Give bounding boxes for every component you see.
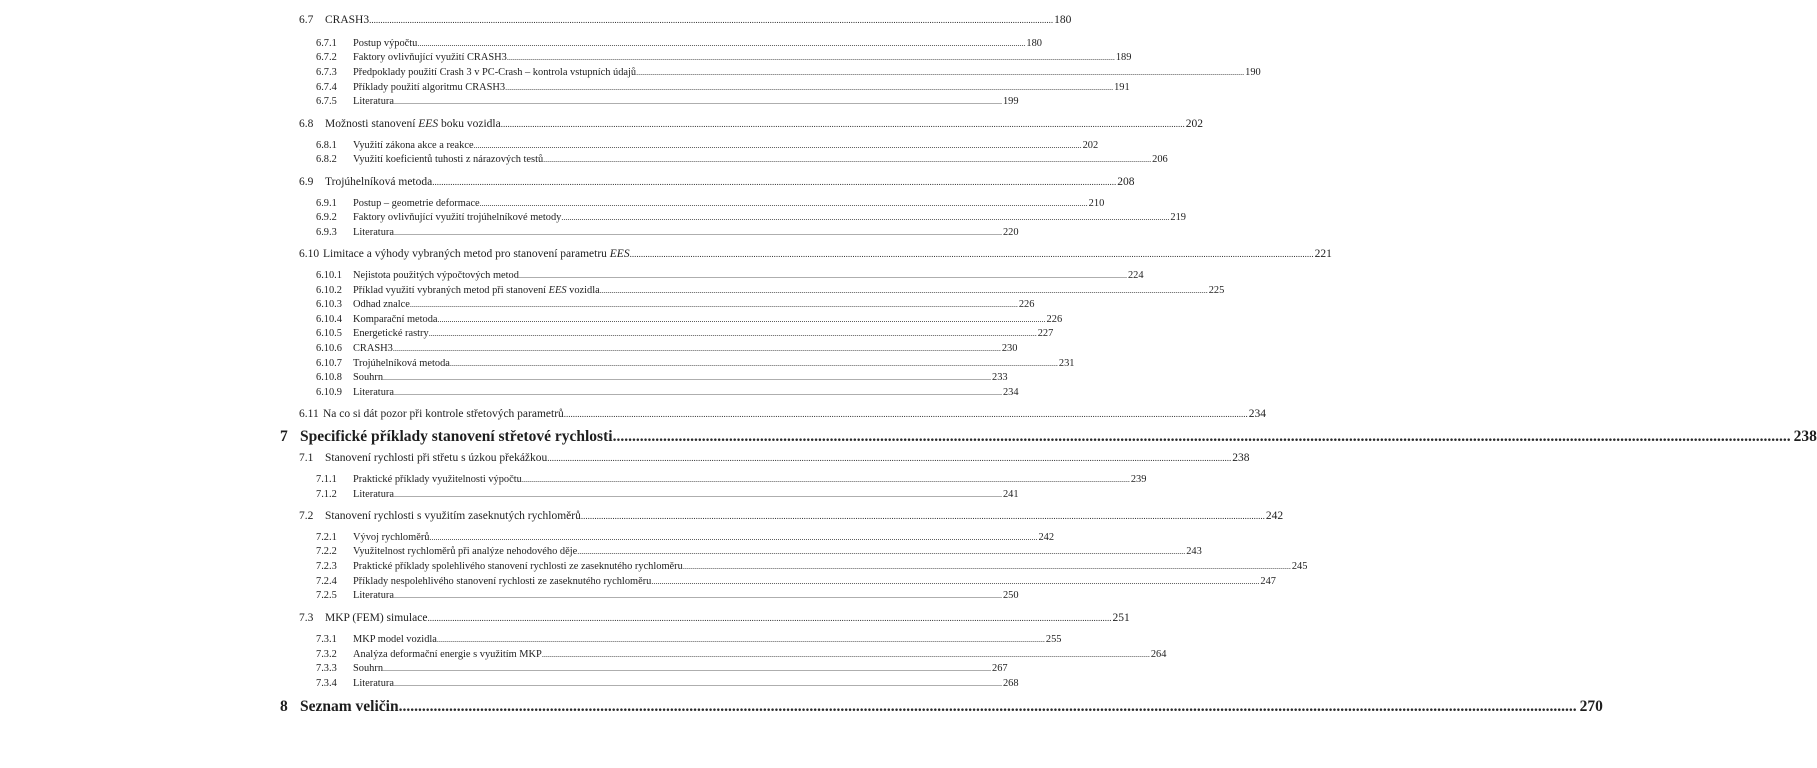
toc-title: Energetické rastry <box>353 328 429 339</box>
toc-leader-dots <box>522 475 1130 484</box>
toc-title: Literatura <box>353 678 394 689</box>
toc-section <box>299 510 1284 522</box>
toc-title: Trojúhelníková metoda <box>325 176 433 188</box>
toc-number: 6.8.2 <box>316 154 337 165</box>
toc-leader-dots <box>561 213 1169 222</box>
toc-subsection <box>316 546 1202 557</box>
toc-number: 6.10.5 <box>316 328 342 339</box>
toc-page-number: 191 <box>1114 82 1130 93</box>
toc-leader-dots <box>507 53 1115 62</box>
toc-number: 7.1.2 <box>316 489 337 500</box>
toc-subsection <box>316 343 1018 354</box>
toc-subsection <box>316 474 1147 485</box>
toc-number: 6.9.1 <box>316 198 337 209</box>
toc-number: 6.10.9 <box>316 387 342 398</box>
toc-page-number: 202 <box>1185 118 1203 130</box>
toc-title: Praktické příklady využitelnosti výpočtu <box>353 474 522 485</box>
toc-number: 7.2.5 <box>316 590 337 601</box>
toc-number: 7.3 <box>299 612 314 624</box>
toc-page-number: 238 <box>1232 452 1250 464</box>
toc-subsection <box>316 590 1019 601</box>
toc-leader-dots <box>383 664 991 673</box>
toc-title: MKP model vozidla <box>353 634 437 645</box>
toc-title: Limitace a výhody vybraných metod pro stanovení parametru EES <box>323 248 630 260</box>
toc-chapter <box>280 698 1603 716</box>
toc-leader-dots <box>394 388 1002 397</box>
toc-page-number: 268 <box>1002 678 1019 689</box>
toc-page-number: 224 <box>1127 270 1144 281</box>
toc-number: 7.3.3 <box>316 663 337 674</box>
toc-number: 7.3.4 <box>316 678 337 689</box>
toc-number: 6.7.4 <box>316 82 337 93</box>
toc-title: Literatura <box>353 489 394 500</box>
toc-title: Možnosti stanovení EES boku vozidla <box>325 118 501 130</box>
toc-page-number: 227 <box>1037 328 1054 339</box>
toc-number: 8 <box>280 698 288 715</box>
toc-title: Odhad znalce <box>353 299 410 310</box>
toc-page-number: 251 <box>1112 612 1130 624</box>
toc-subsection <box>316 299 1035 310</box>
toc-page-number: 180 <box>1054 14 1072 26</box>
toc-page-number: 241 <box>1002 489 1019 500</box>
toc-number: 7 <box>280 428 288 445</box>
toc-page-number: 247 <box>1260 576 1276 587</box>
toc-section <box>299 408 1267 420</box>
toc-leader-dots <box>394 490 1002 499</box>
toc-page-number: 206 <box>1152 154 1168 165</box>
toc-subsection <box>316 96 1019 107</box>
toc-subsection <box>316 678 1019 689</box>
toc-section <box>299 248 1332 260</box>
toc-leader-dots <box>613 428 1791 446</box>
toc-number: 7.2.2 <box>316 546 337 557</box>
toc-leader-dots <box>600 286 1208 295</box>
toc-subsection <box>316 372 1008 383</box>
toc-number: 6.9 <box>299 176 314 188</box>
toc-number: 6.10.7 <box>316 358 342 369</box>
toc-page-number: 208 <box>1117 176 1135 188</box>
toc-page-number: 239 <box>1130 474 1147 485</box>
toc-title: Analýza deformační energie s využitím MKP <box>353 649 542 660</box>
toc-title: Vývoj rychloměrů <box>353 532 430 543</box>
toc-page-number: 225 <box>1208 285 1225 296</box>
toc-subsection <box>316 198 1105 209</box>
toc-subsection <box>316 328 1054 339</box>
toc-title: Předpoklady použití Crash 3 v PC-Crash – kontrola vstupních údajů <box>353 67 637 78</box>
toc-page-number: 190 <box>1245 67 1261 78</box>
toc-title: Příklad využití vybraných metod při stanovení EES vozidla <box>353 285 600 296</box>
toc-section <box>299 118 1203 130</box>
toc-title: Stanovení rychlosti s využitím zaseknutých rychloměrů <box>325 510 581 522</box>
toc-leader-dots <box>543 155 1151 164</box>
toc-title: Faktory ovlivňující využití trojúhelníkové metody <box>353 212 562 223</box>
toc-leader-dots <box>394 97 1002 106</box>
toc-leader-dots <box>394 591 1002 600</box>
toc-number: 6.10.4 <box>316 314 342 325</box>
toc-number: 7.2.1 <box>316 532 337 543</box>
toc-number: 6.10.2 <box>316 285 342 296</box>
toc-leader-dots <box>399 698 1577 716</box>
toc-number: 6.10.3 <box>316 299 342 310</box>
toc-title: Trojúhelníková metoda <box>353 358 450 369</box>
toc-section <box>299 612 1130 624</box>
toc-leader-dots <box>432 177 1116 187</box>
toc-subsection <box>316 314 1063 325</box>
toc-leader-dots <box>429 329 1037 338</box>
toc-subsection <box>316 663 1008 674</box>
toc-leader-dots <box>438 315 1046 324</box>
toc-title: Příklady nespolehlivého stanovení rychlosti ze zaseknutého rychloměru <box>353 576 652 587</box>
toc-leader-dots <box>383 373 991 382</box>
toc-subsection <box>316 387 1019 398</box>
toc-leader-dots <box>547 453 1231 463</box>
toc-page-number: 226 <box>1018 299 1035 310</box>
toc-page-number: 234 <box>1248 408 1267 420</box>
toc-subsection <box>316 561 1308 572</box>
toc-number: 6.8.1 <box>316 140 337 151</box>
toc-number: 7.3.2 <box>316 649 337 660</box>
toc-chapter <box>280 428 1817 446</box>
toc-subsection <box>316 67 1261 78</box>
toc-page-number: 180 <box>1026 38 1042 49</box>
toc-leader-dots <box>474 141 1082 150</box>
toc-subsection <box>316 38 1042 49</box>
toc-title: MKP (FEM) simulace <box>325 612 428 624</box>
toc-title: Seznam veličin <box>300 698 399 715</box>
toc-subsection <box>316 634 1062 645</box>
toc-number: 7.1.1 <box>316 474 337 485</box>
toc-page-number: 202 <box>1082 140 1099 151</box>
toc-page-number: 210 <box>1088 198 1105 209</box>
toc-title: Využití koeficientů tuhosti z nárazových testů <box>353 154 544 165</box>
toc-leader-dots <box>505 83 1113 92</box>
toc-leader-dots <box>437 635 1045 644</box>
toc-page-number: 220 <box>1002 227 1019 238</box>
toc-page-number: 219 <box>1170 212 1186 223</box>
toc-leader-dots <box>394 228 1002 237</box>
toc-leader-dots <box>581 511 1265 521</box>
toc-title: Specifické příklady stanovení střetové rychlosti <box>300 428 613 445</box>
toc-page-number: 267 <box>992 663 1008 674</box>
toc-page-number: 238 <box>1793 428 1817 445</box>
toc-title: Faktory ovlivňující využití CRASH3 <box>353 52 507 63</box>
toc-page-number: 226 <box>1046 314 1063 325</box>
toc-page-number: 189 <box>1115 52 1132 63</box>
toc-leader-dots <box>394 679 1002 688</box>
toc-subsection <box>316 212 1186 223</box>
toc-page-number: 270 <box>1579 698 1603 715</box>
toc-page-number: 221 <box>1314 248 1332 260</box>
toc-subsection <box>316 154 1168 165</box>
toc-number: 6.10 <box>299 248 320 260</box>
toc-page-number: 242 <box>1265 510 1284 522</box>
toc-section <box>299 452 1250 464</box>
toc-number: 6.10.6 <box>316 343 342 354</box>
toc-title: Praktické příklady spolehlivého stanovení rychlosti ze zaseknutého rychloměru <box>353 561 683 572</box>
toc-leader-dots <box>683 562 1291 571</box>
toc-section <box>299 176 1135 188</box>
toc-number: 6.7 <box>299 14 314 26</box>
toc-title: CRASH3 <box>353 343 393 354</box>
toc-leader-dots <box>480 199 1088 208</box>
toc-number: 6.7.1 <box>316 38 337 49</box>
toc-title: Na co si dát pozor při kontrole střetových parametrů <box>323 408 564 420</box>
toc-subsection <box>316 82 1130 93</box>
toc-number: 7.2 <box>299 510 314 522</box>
toc-page-number: 199 <box>1002 96 1019 107</box>
toc-number: 6.11 <box>299 408 319 420</box>
toc-subsection <box>316 532 1055 543</box>
toc-leader-dots <box>417 39 1025 48</box>
toc-title: Stanovení rychlosti při střetu s úzkou překážkou <box>325 452 548 464</box>
toc-number: 6.10.8 <box>316 372 342 383</box>
toc-number: 6.9.2 <box>316 212 337 223</box>
toc-subsection <box>316 52 1132 63</box>
toc-subsection <box>316 489 1019 500</box>
toc-page-number: 264 <box>1150 649 1167 660</box>
toc-title: Postup výpočtu <box>353 38 418 49</box>
toc-title: CRASH3 <box>325 14 370 26</box>
toc-page-number: 250 <box>1002 590 1019 601</box>
toc-number: 6.9.3 <box>316 227 337 238</box>
toc-page-number: 243 <box>1186 546 1202 557</box>
toc-leader-dots <box>501 119 1185 129</box>
toc-subsection <box>316 227 1019 238</box>
toc-page-number: 230 <box>1001 343 1018 354</box>
toc-subsection <box>316 358 1075 369</box>
toc-title: Literatura <box>353 387 394 398</box>
toc-subsection <box>316 270 1144 281</box>
toc-leader-dots <box>577 547 1185 556</box>
toc-title: Souhrn <box>353 663 384 674</box>
toc-leader-dots <box>651 577 1259 586</box>
toc-leader-dots <box>519 271 1127 280</box>
toc-title: Využitelnost rychloměrů při analýze nehodového děje <box>353 546 578 557</box>
toc-title: Literatura <box>353 96 394 107</box>
toc-title: Komparační metoda <box>353 314 438 325</box>
toc-subsection <box>316 649 1167 660</box>
toc-leader-dots <box>564 409 1248 419</box>
toc-title: Literatura <box>353 227 394 238</box>
toc-leader-dots <box>450 359 1058 368</box>
toc-number: 7.2.3 <box>316 561 337 572</box>
toc-page-number: 255 <box>1045 634 1062 645</box>
toc-leader-dots <box>393 344 1001 353</box>
toc-page-number: 242 <box>1038 532 1055 543</box>
toc-leader-dots <box>636 68 1244 77</box>
toc-leader-dots <box>630 249 1314 259</box>
toc-page-number: 245 <box>1291 561 1308 572</box>
toc-page-number: 233 <box>992 372 1008 383</box>
toc-number: 7.3.1 <box>316 634 337 645</box>
toc-subsection <box>316 576 1276 587</box>
toc-page-number: 231 <box>1058 358 1075 369</box>
toc-title: Nejistota použitých výpočtových metod <box>353 270 519 281</box>
toc-number: 7.1 <box>299 452 314 464</box>
toc-title: Souhrn <box>353 372 384 383</box>
toc-number: 6.8 <box>299 118 314 130</box>
toc-title: Postup – geometrie deformace <box>353 198 480 209</box>
toc-number: 6.10.1 <box>316 270 342 281</box>
toc-number: 7.2.4 <box>316 576 337 587</box>
toc-page-number: 234 <box>1002 387 1019 398</box>
toc-number: 6.7.2 <box>316 52 337 63</box>
toc-subsection <box>316 140 1099 151</box>
toc-section <box>299 14 1072 26</box>
toc-leader-dots <box>427 613 1111 623</box>
toc-title: Příklady použití algoritmu CRASH3 <box>353 82 506 93</box>
toc-leader-dots <box>410 300 1018 309</box>
toc-leader-dots <box>369 15 1053 25</box>
toc-leader-dots <box>542 650 1150 659</box>
toc-leader-dots <box>429 533 1037 542</box>
toc-subsection <box>316 285 1225 296</box>
toc-number: 6.7.5 <box>316 96 337 107</box>
toc-title: Využití zákona akce a reakce <box>353 140 474 151</box>
toc-title: Literatura <box>353 590 394 601</box>
toc-number: 6.7.3 <box>316 67 337 78</box>
